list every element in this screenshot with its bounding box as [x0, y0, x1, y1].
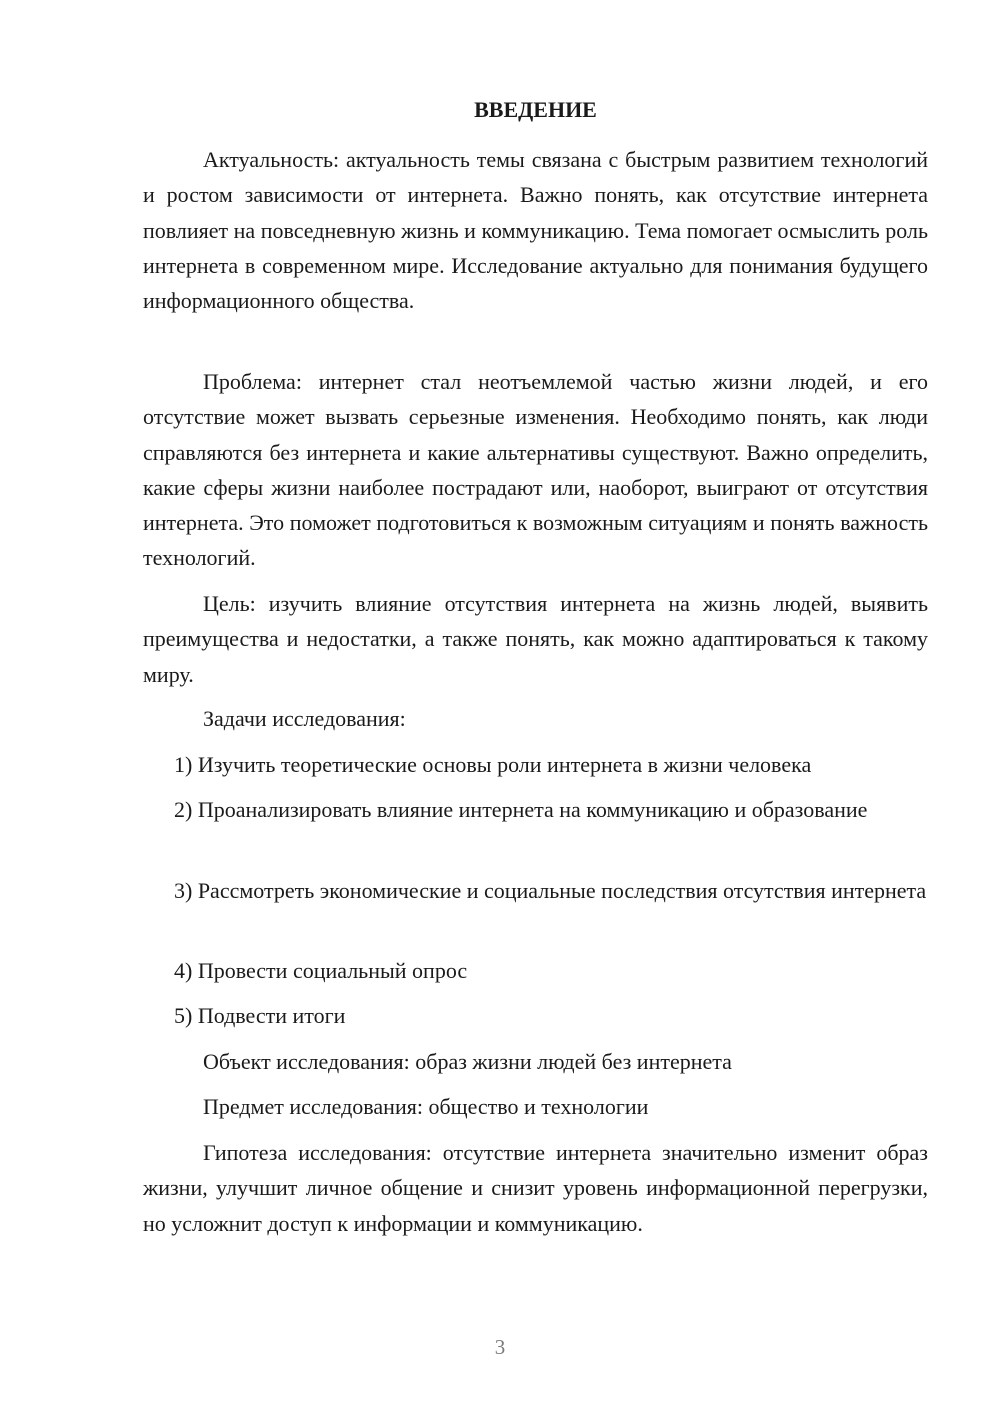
task-item-5: 5) Подвести итоги	[174, 1003, 346, 1028]
section-heading: ВВЕДЕНИЕ	[474, 97, 597, 122]
tasks-title: Задачи исследования:	[203, 706, 406, 731]
task-item-4: 4) Провести социальный опрос	[174, 958, 468, 983]
task-item-2: 2) Проанализировать влияние интернета на коммуникацию и образование	[174, 797, 868, 822]
hypothesis-paragraph: Гипотеза исследования: отсутствие интернета значительно изменит образ жизни, улучшит личное общение и снизит уровень информационной перегрузки, но усложнит доступ к информации и коммуникацию.	[143, 1140, 928, 1236]
task-item-1: 1) Изучить теоретические основы роли интернета в жизни человека	[174, 752, 812, 777]
relevance-paragraph: Актуальность: актуальность темы связана с быстрым развитием технологий и ростом зависимости от интернета. Важно понять, как отсутствие интернета повлияет на повседневную жизнь и коммуникацию. Тема помогает осмыслить роль интернета в современном мире. Исследование актуально для понимания будущего информационного общества.	[143, 147, 928, 314]
subject-paragraph: Предмет исследования: общество и технологии	[203, 1094, 649, 1119]
problem-paragraph: Проблема: интернет стал неотъемлемой частью жизни людей, и его отсутствие может вызвать серьезные изменения. Необходимо понять, как люди справляются без интернета и какие альтернативы существуют. Важно определить, какие сферы жизни наиболее пострадают или, наоборот, выиграют от отсутствия интернета. Это поможет подготовиться к возможным ситуациям и понять важность технологий.	[143, 369, 928, 571]
object-paragraph: Объект исследования: образ жизни людей без интернета	[203, 1049, 732, 1074]
page-number: 3	[494, 1335, 506, 1359]
task-item-3: 3) Рассмотреть экономические и социальные последствия отсутствия интернета	[174, 878, 927, 903]
goal-paragraph: Цель: изучить влияние отсутствия интернета на жизнь людей, выявить преимущества и недостатки, а также понять, как можно адаптироваться к такому миру.	[143, 591, 928, 687]
